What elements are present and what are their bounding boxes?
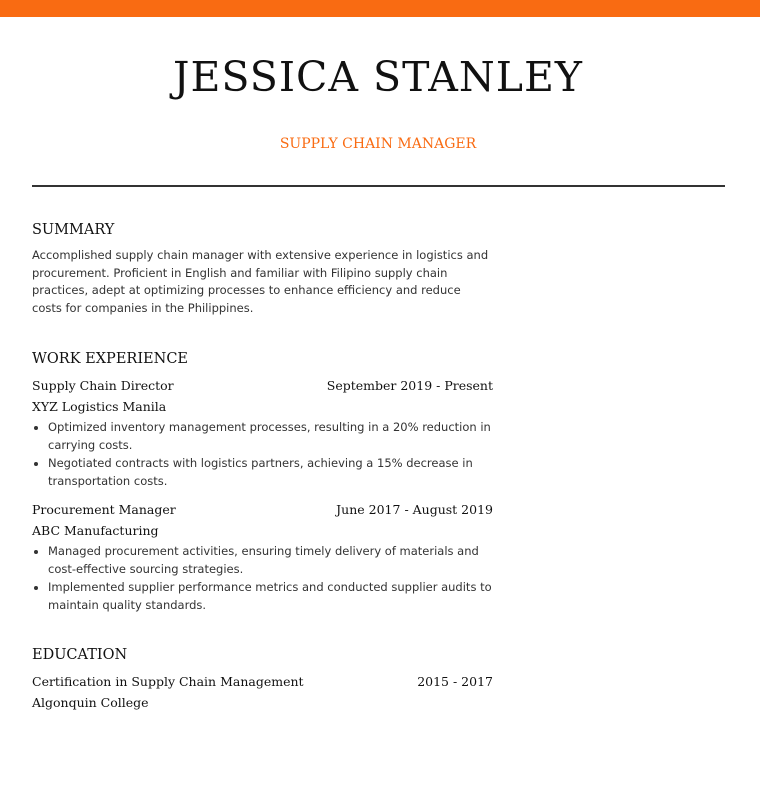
education-heading: EDUCATION [32, 647, 128, 663]
job-dates: September 2019 - Present [326, 378, 493, 393]
education-degree: Certification in Supply Chain Management [32, 674, 304, 689]
job-dates: June 2017 - August 2019 [336, 502, 493, 517]
education-dates: 2015 - 2017 [417, 674, 493, 689]
top-accent-bar [0, 0, 760, 17]
candidate-name: JESSICA STANLEY [173, 53, 583, 101]
education-school: Algonquin College [32, 695, 149, 710]
summary-heading: SUMMARY [32, 222, 115, 238]
job-position: Procurement Manager [32, 502, 176, 517]
job-bullets [32, 419, 494, 490]
header-divider [32, 185, 725, 187]
job-bullet: • Implemented supplier performance metrics and conducted supplier audits to maintain quality standards. [48, 579, 494, 614]
summary-text: Accomplished supply chain manager with extensive experience in logistics and procurement. Proficient in English and familiar with Filipino supply chain practices, adept at optimizing processes to enhance efficiency and reduce costs for companies in the Philippines. [32, 248, 489, 315]
job-bullet: • Negotiated contracts with logistics partners, achieving a 15% decrease in transportation costs. [48, 455, 494, 490]
job-company: XYZ Logistics Manila [32, 399, 167, 414]
job-bullet: • Managed procurement activities, ensuring timely delivery of materials and cost-effective sourcing strategies. [48, 543, 494, 578]
education-row [32, 674, 493, 690]
job-title: SUPPLY CHAIN MANAGER [279, 136, 477, 152]
job-bullet: • Optimized inventory management processes, resulting in a 20% reduction in carrying costs. [48, 419, 494, 454]
job-row [32, 378, 493, 394]
work-experience-heading: WORK EXPERIENCE [32, 351, 188, 367]
job-row [32, 502, 493, 518]
job-company: ABC Manufacturing [32, 523, 159, 538]
job-bullets [32, 543, 494, 614]
job-position: Supply Chain Director [32, 378, 174, 393]
